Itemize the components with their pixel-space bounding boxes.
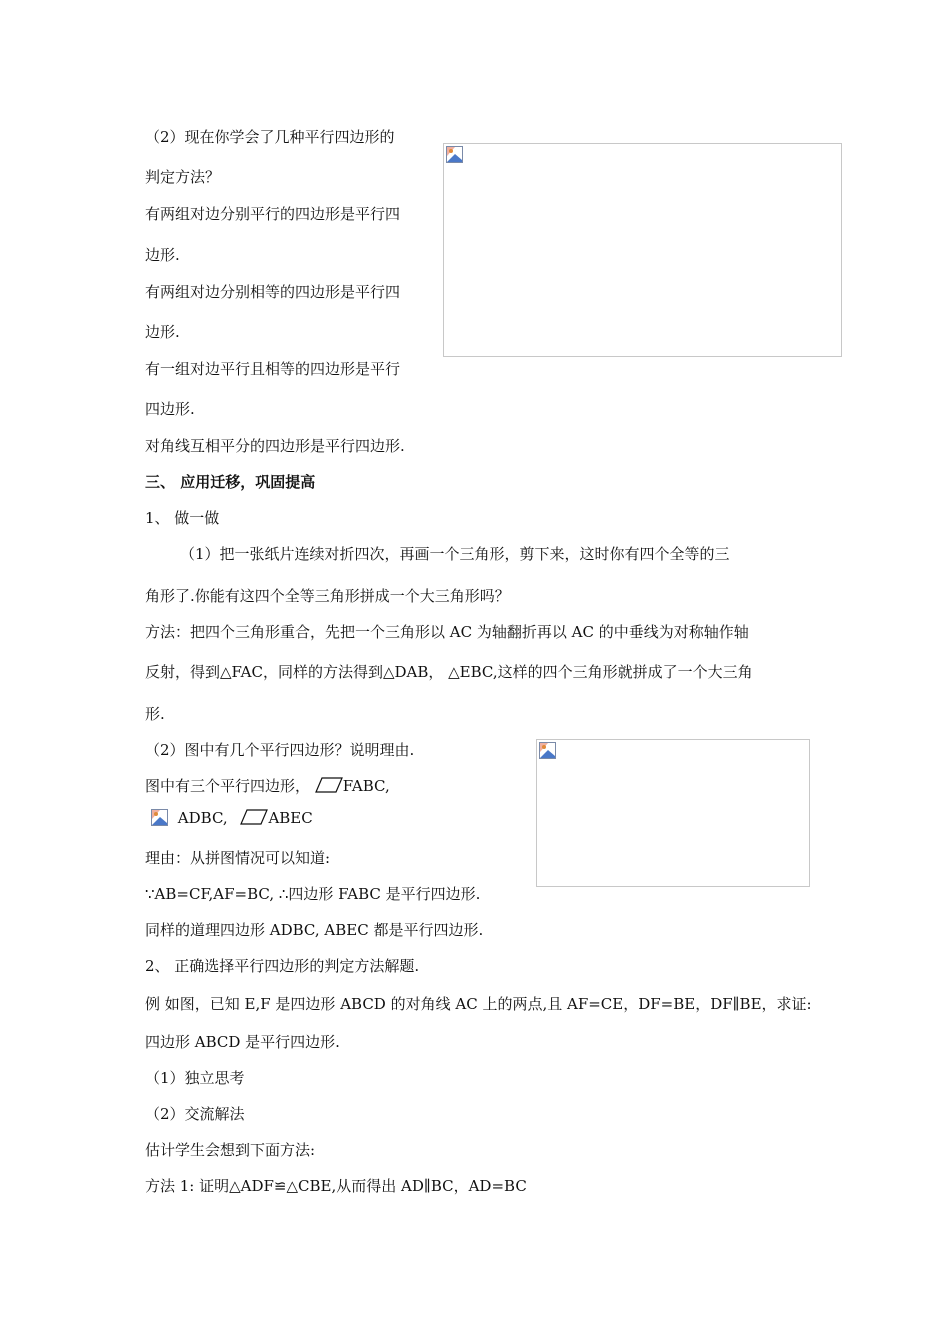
text-line: 同样的道理四边形 ADBC, ABEC 都是平行四边形.: [145, 921, 484, 939]
subsection-title: 1、 做一做: [145, 509, 220, 527]
subsection-title: 2、 正确选择平行四边形的判定方法解题.: [145, 957, 420, 975]
broken-image-icon: [150, 809, 169, 826]
broken-image-icon: [539, 742, 556, 759]
text-line: 估计学生会想到下面方法:: [145, 1141, 316, 1159]
text-line: 四边形.: [145, 400, 195, 418]
parallelogram-icon: [315, 776, 343, 794]
image-placeholder-2: [536, 739, 810, 887]
answer-line: [150, 808, 313, 828]
text-line: 方法 1: 证明△ADF≌△CBE,从而得出 AD∥BC，AD=BC: [145, 1177, 527, 1195]
image-placeholder-1: [443, 143, 842, 357]
text-line: 角形了.你能有这四个全等三角形拼成一个大三角形吗？: [145, 587, 510, 605]
text-line: 理由：从拼图情况可以知道:: [145, 849, 331, 867]
text-line: 边形.: [145, 323, 180, 341]
text-line: 边形.: [145, 246, 180, 264]
answer-label: FABC,: [342, 777, 390, 795]
text-line: 反射，得到△FAC，同样的方法得到△DAB， △EBC,这样的四个三角形就拼成了一个大三角: [145, 663, 753, 681]
text-line: 对角线互相平分的四边形是平行四边形.: [145, 437, 405, 455]
section-heading: 三、 应用迁移，巩固提高: [145, 473, 316, 491]
text-line: （2）交流解法: [145, 1105, 245, 1123]
text-line: 方法：把四个三角形重合，先把一个三角形以 AC 为轴翻折再以 AC 的中垂线为对称轴作轴: [145, 623, 749, 641]
broken-image-icon: [446, 146, 463, 163]
text-line: 有一组对边平行且相等的四边形是平行: [145, 360, 401, 378]
answer-label: ADBC,: [177, 809, 228, 827]
text-line: 判定方法？: [145, 168, 221, 186]
answer-text: 图中有三个平行四边形，: [145, 777, 311, 795]
text-line: （2）现在你学会了几种平行四边形的: [145, 128, 395, 146]
text-line: （1）独立思考: [145, 1069, 245, 1087]
answer-label: ABEC: [268, 809, 313, 827]
text-line: 形.: [145, 705, 165, 723]
text-line: 有两组对边分别平行的四边形是平行四: [145, 205, 401, 223]
parallelogram-icon: [240, 808, 268, 826]
text-line: 有两组对边分别相等的四边形是平行四: [145, 283, 401, 301]
text-line: （1）把一张纸片连续对折四次，再画一个三角形，剪下来，这时你有四个全等的三: [180, 545, 730, 563]
text-line: ∵AB=CF,AF=BC, ∴四边形 FABC 是平行四边形.: [145, 885, 481, 903]
text-line: 例 如图，已知 E,F 是四边形 ABCD 的对角线 AC 上的两点,且 AF=CE，DF=BE，DF∥BE，求证:: [145, 995, 812, 1013]
text-line: 四边形 ABCD 是平行四边形.: [145, 1033, 340, 1051]
text-line: （2）图中有几个平行四边形？说明理由.: [145, 741, 415, 759]
answer-line: [145, 776, 390, 796]
